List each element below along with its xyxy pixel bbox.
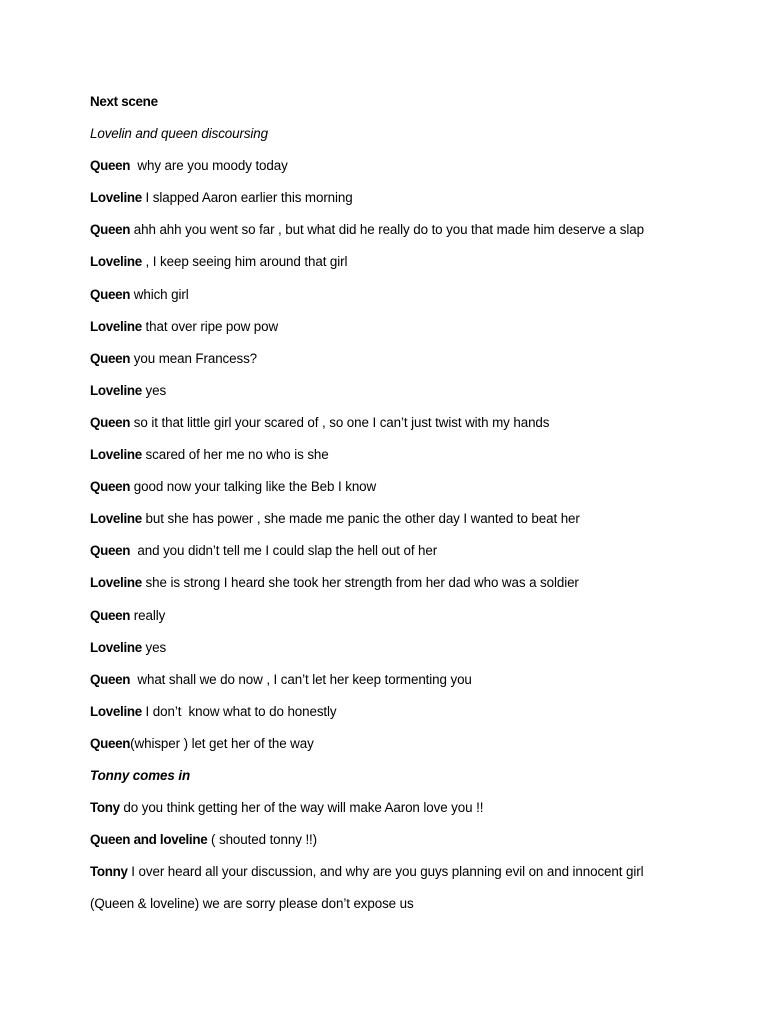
dialogue-text: which girl [130,286,189,302]
dialogue-text: why are you moody today [130,158,288,174]
dialogue-text: you mean Francess? [130,350,258,366]
dialogue-text: do you think getting her of the way will make Aaron love you !! [119,800,484,816]
speaker-name: Queen [90,671,131,687]
speaker-name: Queen [90,158,131,174]
dialogue-text: what shall we do now , I can’t let her keep tormenting you [130,671,472,687]
dialogue-text: I slapped Aaron earlier this morning [141,190,353,206]
dialogue-line [90,318,730,350]
dialogue-line [90,671,730,703]
dialogue-text: so it that little girl your scared of , so one I can’t just twist with my hands [130,414,550,430]
dialogue-text: really [130,607,166,623]
dialogue-line [90,542,730,574]
dialogue-text: I over heard all your discussion, and why are you guys planning evil on and innocent girl [127,864,644,880]
dialogue-line [90,510,730,542]
stage-direction-text: Tonny comes in [90,767,191,783]
dialogue-text: she is strong I heard she took her strength from her dad who was a soldier [141,575,579,591]
dialogue-line [90,446,730,478]
dialogue-line [90,350,730,382]
speaker-name: Queen and loveline [90,832,208,848]
speaker-name: Loveline [90,639,142,655]
dialogue-text: that over ripe pow pow [141,318,279,334]
speaker-name: Queen [90,735,131,751]
stage-direction [90,125,730,157]
speaker-name: Loveline [90,511,142,527]
speaker-name: Loveline [90,190,142,206]
speaker-name: Loveline [90,575,142,591]
dialogue-line [90,863,730,895]
dialogue-line [90,382,730,414]
stage-direction [90,767,730,799]
dialogue-text: yes [141,382,167,398]
speaker-name: Tony [90,800,120,816]
dialogue-line [90,607,730,639]
speaker-name: Loveline [90,382,142,398]
dialogue-text: but she has power , she made me panic the other day I wanted to beat her [141,511,580,527]
dialogue-line [90,221,730,253]
dialogue-text: good now your talking like the Beb I know [130,479,377,495]
dialogue-text: , I keep seeing him around that girl [141,254,348,270]
speaker-name: Queen [90,222,131,238]
speaker-name: Queen [90,286,131,302]
dialogue-text: (Queen & loveline) we are sorry please don’t expose us [90,896,414,912]
dialogue-line [90,831,730,863]
stage-direction-text: Lovelin and queen discoursing [90,126,269,142]
dialogue-text: ahh ahh you went so far , but what did he really do to you that made him deserve a slap [130,222,644,238]
dialogue-line [90,735,730,767]
dialogue-line [90,799,730,831]
dialogue-text: yes [141,639,167,655]
dialogue-text: (whisper ) let get her of the way [130,735,314,751]
scene-heading [90,93,730,125]
speaker-name: Loveline [90,703,142,719]
dialogue-line [90,189,730,221]
speaker-name: Queen [90,543,131,559]
speaker-name: Loveline [90,318,142,334]
speaker-name: Tonny [90,864,128,880]
dialogue-text: and you didn’t tell me I could slap the hell out of her [130,543,438,559]
speaker-name: Queen [90,350,131,366]
dialogue-text: scared of her me no who is she [141,447,329,463]
speaker-name: Loveline [90,254,142,270]
dialogue-line [90,895,730,927]
dialogue-line [90,639,730,671]
scene-heading-text: Next scene [90,94,158,109]
dialogue-text: ( shouted tonny !!) [207,832,318,848]
dialogue-line [90,703,730,735]
speaker-name: Queen [90,607,131,623]
speaker-name: Loveline [90,447,142,463]
dialogue-line [90,478,730,510]
dialogue-line [90,414,730,446]
dialogue-text: I don’t know what to do honestly [141,703,337,719]
dialogue-line [90,253,730,285]
dialogue-line [90,574,730,606]
script-body [90,93,730,927]
dialogue-line [90,286,730,318]
speaker-name: Queen [90,414,131,430]
speaker-name: Queen [90,479,131,495]
dialogue-line [90,157,730,189]
